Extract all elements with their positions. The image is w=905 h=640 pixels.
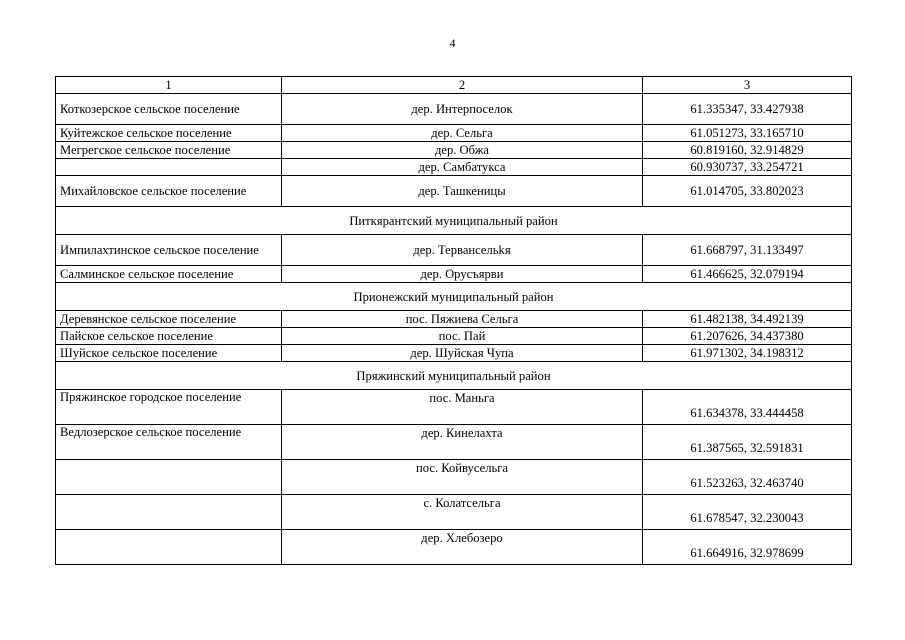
settlement-cell: Импилахтинское сельское поселение xyxy=(56,235,282,266)
locality-cell: дер. Сельга xyxy=(282,125,643,142)
table-row xyxy=(56,142,852,159)
settlement-cell: Пряжинское городское поселение xyxy=(56,390,282,425)
locality-cell: пос. Маньга xyxy=(282,390,643,425)
settlement-cell xyxy=(56,530,282,565)
locality-cell: пос. Койвусельга xyxy=(282,460,643,495)
coordinates-cell: 61.014705, 33.802023 xyxy=(643,176,852,207)
coordinates-cell: 61.523263, 32.463740 xyxy=(643,460,852,495)
coordinates-cell: 61.466625, 32.079194 xyxy=(643,266,852,283)
coordinates-cell: 61.634378, 33.444458 xyxy=(643,390,852,425)
section-row xyxy=(56,283,852,311)
locality-cell: дер. Кинелахта xyxy=(282,425,643,460)
settlement-cell: Ведлозерское сельское поселение xyxy=(56,425,282,460)
coordinates-cell: 61.678547, 32.230043 xyxy=(643,495,852,530)
page-number: 4 xyxy=(449,36,456,50)
settlement-cell: Салминское сельское поселение xyxy=(56,266,282,283)
coordinates-cell: 61.668797, 31.133497 xyxy=(643,235,852,266)
coordinates-cell: 60.930737, 33.254721 xyxy=(643,159,852,176)
coordinates-cell: 61.207626, 34.437380 xyxy=(643,328,852,345)
table-row xyxy=(56,311,852,328)
locality-cell: пос. Пай xyxy=(282,328,643,345)
header-col-3: 3 xyxy=(643,77,852,94)
coordinates-cell: 61.482138, 34.492139 xyxy=(643,311,852,328)
table-row xyxy=(56,266,852,283)
locality-cell: дер. Хлебозеро xyxy=(282,530,643,565)
settlement-cell xyxy=(56,159,282,176)
locality-cell: дер. Ташкеницы xyxy=(282,176,643,207)
locality-cell: пос. Пяжиева Сельга xyxy=(282,311,643,328)
settlement-cell: Мегрегское сельское поселение xyxy=(56,142,282,159)
header-col-1: 1 xyxy=(56,77,282,94)
table-row xyxy=(56,94,852,125)
table-row xyxy=(56,176,852,207)
locality-cell: дер. Шуйская Чупа xyxy=(282,345,643,362)
settlement-cell: Деревянское сельское поселение xyxy=(56,311,282,328)
settlement-cell: Пайское сельское поселение xyxy=(56,328,282,345)
table-row xyxy=(56,345,852,362)
table-header-row xyxy=(56,77,852,94)
coordinates-cell: 61.335347, 33.427938 xyxy=(643,94,852,125)
coordinates-cell: 60.819160, 32.914829 xyxy=(643,142,852,159)
coordinates-cell: 61.051273, 33.165710 xyxy=(643,125,852,142)
section-row xyxy=(56,207,852,235)
table-row xyxy=(56,460,852,495)
locality-cell: дер. Самбатукса xyxy=(282,159,643,176)
settlement-cell xyxy=(56,460,282,495)
table-row xyxy=(56,159,852,176)
table-row xyxy=(56,425,852,460)
coordinates-cell: 61.664916, 32.978699 xyxy=(643,530,852,565)
table-row xyxy=(56,495,852,530)
section-title: Прионежский муниципальный район xyxy=(56,283,852,311)
locality-cell: дер. Обжа xyxy=(282,142,643,159)
settlement-cell: Михайловское сельское поселение xyxy=(56,176,282,207)
table-row xyxy=(56,328,852,345)
locality-cell: дер. Тервансельkя xyxy=(282,235,643,266)
table-row xyxy=(56,125,852,142)
coordinates-cell: 61.971302, 34.198312 xyxy=(643,345,852,362)
settlement-cell: Коткозерское сельское поселение xyxy=(56,94,282,125)
settlement-cell: Шуйское сельское поселение xyxy=(56,345,282,362)
coordinates-cell: 61.387565, 32.591831 xyxy=(643,425,852,460)
section-title: Пряжинский муниципальный район xyxy=(56,362,852,390)
locality-cell: дер. Интерпоселок xyxy=(282,94,643,125)
table-row xyxy=(56,530,852,565)
locality-cell: дер. Орусъярви xyxy=(282,266,643,283)
section-row xyxy=(56,362,852,390)
table-row xyxy=(56,390,852,425)
section-title: Питкярантский муниципальный район xyxy=(56,207,852,235)
table-row xyxy=(56,235,852,266)
settlements-table xyxy=(55,76,852,565)
locality-cell: с. Колатсельга xyxy=(282,495,643,530)
settlement-cell xyxy=(56,495,282,530)
header-col-2: 2 xyxy=(282,77,643,94)
settlement-cell: Куйтежское сельское поселение xyxy=(56,125,282,142)
